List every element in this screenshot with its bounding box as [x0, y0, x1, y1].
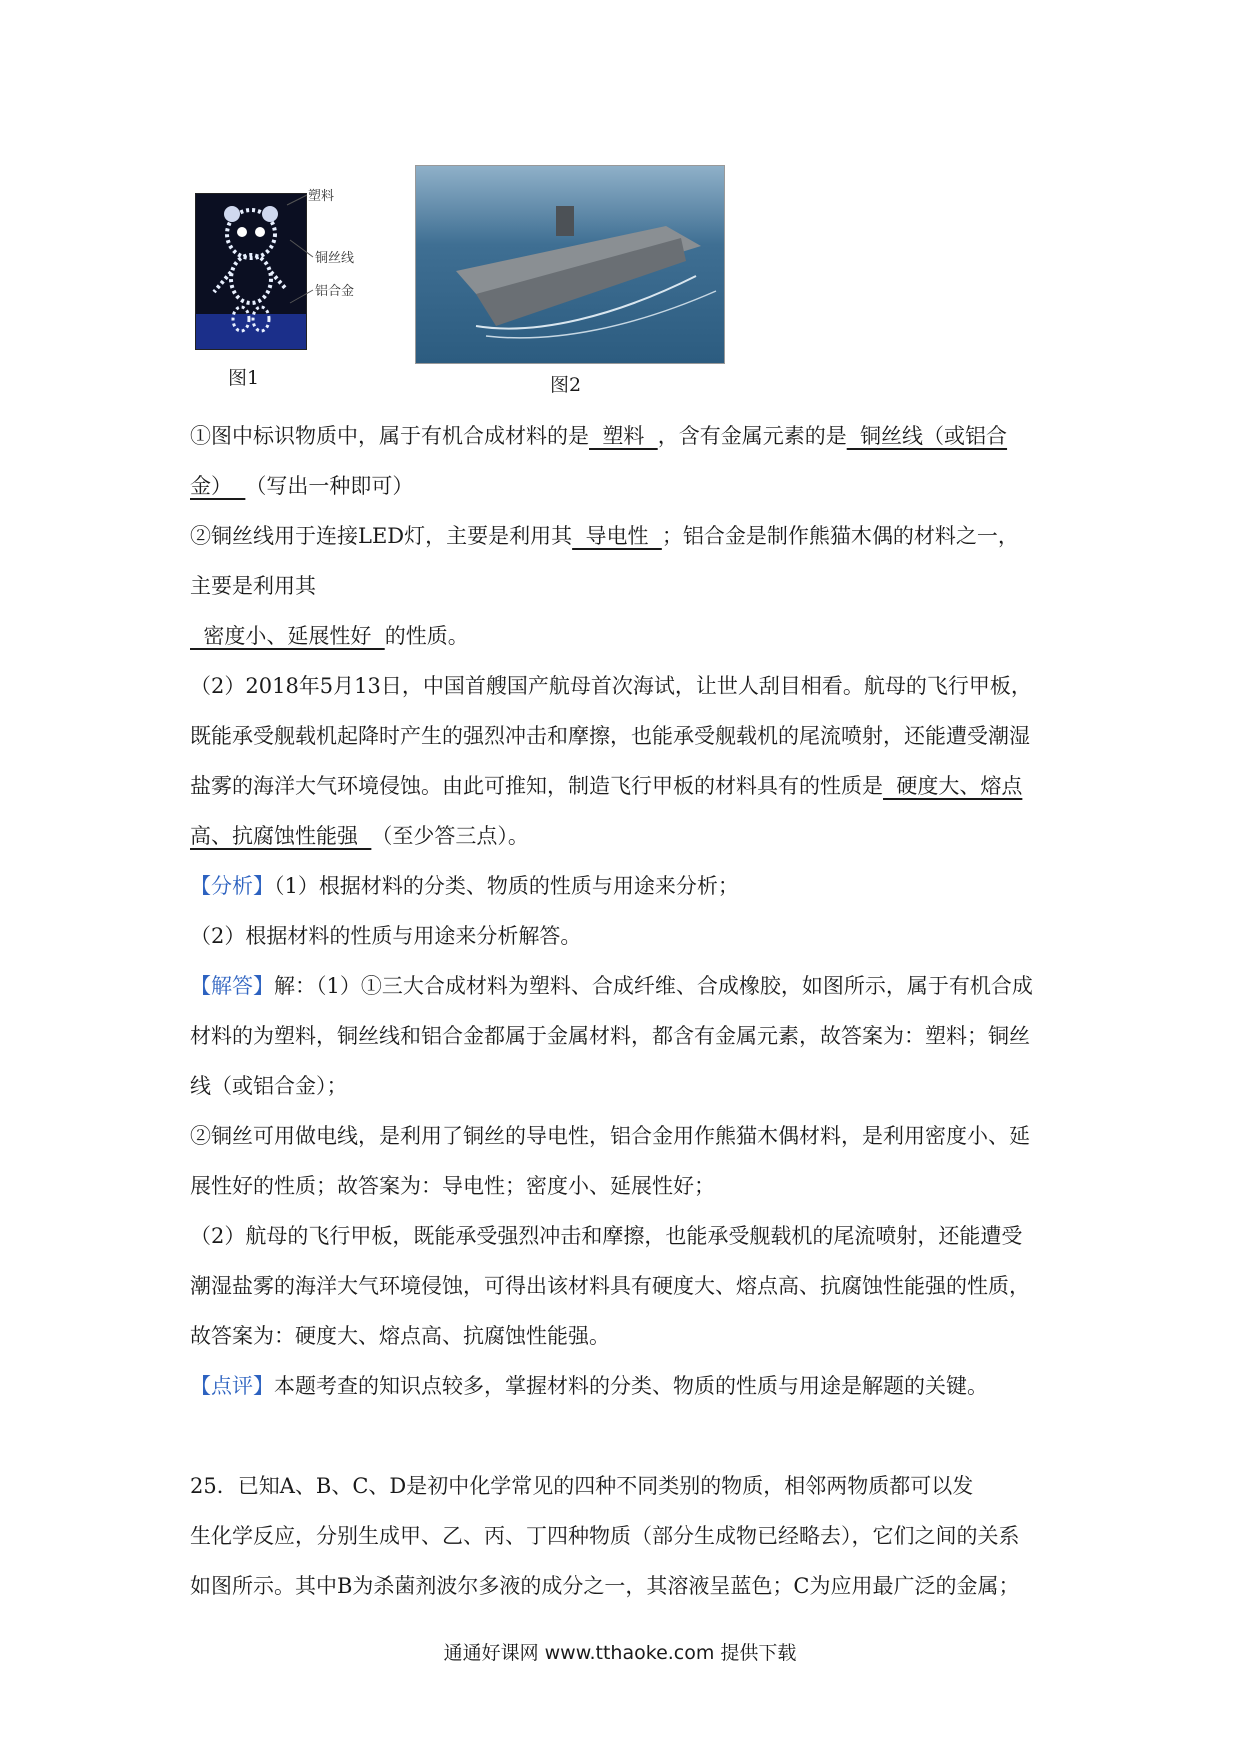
q25-line2: 生化学反应，分别生成甲、乙、丙、丁四种物质（部分生成物已经略去），它们之间的关系 — [190, 1524, 1020, 1548]
q1-part1-line2 — [190, 470, 413, 500]
aircraft-carrier-image — [415, 165, 725, 364]
answer-line7: 潮湿盐雾的海洋大气环境侵蚀，可得出该材料具有硬度大、熔点高、抗腐蚀性能强的性质， — [190, 1274, 1030, 1298]
figures-area — [190, 165, 730, 405]
label-copper-wire: 铜丝线 — [315, 251, 355, 266]
text: （1）根据材料的分类、物质的性质与用途来分析； — [274, 874, 739, 898]
q2-line1: （2）2018年5月13日，中国首艘国产航母首次海试，让世人刮目相看。航母的飞行甲板， — [190, 674, 1032, 698]
q1-part1-line1 — [190, 420, 1007, 450]
q1-part2-line3 — [190, 620, 469, 650]
analysis-line1 — [190, 870, 739, 900]
answer-line6: （2）航母的飞行甲板，既能承受强烈冲击和摩擦，也能承受舰载机的尾流喷射，还能遭受 — [190, 1224, 1023, 1248]
q25-line1: 25．已知A、B、C、D是初中化学常见的四种不同类别的物质，相邻两物质都可以发 — [190, 1474, 974, 1498]
q2-line3 — [190, 770, 1022, 800]
text: ；铝合金是制作熊猫木偶的材料之一， — [661, 524, 1019, 548]
q1-part2-line2 — [190, 570, 316, 600]
answer-line8: 故答案为：硬度大、熔点高、抗腐蚀性能强。 — [190, 1324, 610, 1348]
label-aluminum-alloy: 铝合金 — [315, 284, 355, 299]
answer-line3: 线（或铝合金）； — [190, 1074, 348, 1098]
figure1-leader-lines — [285, 185, 425, 345]
answer-blank-plastic: 塑料 — [589, 424, 658, 448]
answer-blank-metal: 铜丝线（或铝合 — [846, 424, 1008, 448]
q1-part2-line1 — [190, 520, 1019, 550]
answer-blank-properties: 密度小、延展性好 — [190, 624, 385, 648]
answer-blank-deck: 硬度大、熔点 — [883, 774, 1023, 798]
answer-line5: 展性好的性质；故答案为：导电性；密度小、延展性好； — [190, 1174, 715, 1198]
answer-line4: ②铜丝可用做电线，是利用了铜丝的导电性，铝合金用作熊猫木偶材料，是利用密度小、延 — [190, 1124, 1030, 1148]
text: ①图中标识物质中，属于有机合成材料的是 — [190, 424, 589, 448]
answer-blank-metal-cont: 金） — [190, 474, 246, 498]
text: ，含有金属元素的是 — [657, 424, 847, 448]
carrier-illustration — [416, 166, 724, 363]
text: （写出一种即可） — [245, 474, 414, 498]
q25-line3: 如图所示。其中B为杀菌剂波尔多液的成分之一，其溶液呈蓝色；C为应用最广泛的金属； — [190, 1574, 1020, 1598]
label-plastic: 塑料 — [308, 189, 335, 204]
text: （至少答三点）。 — [371, 824, 529, 848]
text: 解：（1）①三大合成材料为塑料、合成纤维、合成橡胶，如图所示，属于有机合成 — [274, 974, 1033, 998]
text: 盐雾的海洋大气环境侵蚀。由此可推知，制造飞行甲板的材料具有的性质是 — [190, 774, 883, 798]
text: ②铜丝线用于连接LED灯，主要是利用其 — [190, 524, 573, 548]
answer-line2: 材料的为塑料，铜丝线和铝合金都属于金属材料，都含有金属元素，故答案为：塑料；铜丝 — [190, 1024, 1030, 1048]
q2-line2: 既能承受舰载机起降时产生的强烈冲击和摩擦，也能承受舰载机的尾流喷射，还能遭受潮湿 — [190, 724, 1030, 748]
text: 主要是利用其 — [190, 574, 316, 598]
analysis-line2: （2）根据材料的性质与用途来分析解答。 — [190, 924, 582, 948]
answer-blank-conductivity: 导电性 — [572, 524, 662, 548]
answer-line1 — [190, 970, 1033, 1000]
answer-tag: 【解答】 — [190, 974, 274, 998]
figure1-caption: 图1 — [228, 367, 260, 389]
footer-download-note: 通通好课网 www.tthaoke.com 提供下载 — [443, 1642, 797, 1664]
text: 本题考查的知识点较多，掌握材料的分类、物质的性质与用途是解题的关键。 — [274, 1374, 988, 1398]
comment-line — [190, 1370, 988, 1400]
analysis-tag: 【分析】 — [190, 874, 274, 898]
answer-blank-deck-cont: 高、抗腐蚀性能强 — [190, 824, 372, 848]
text: 的性质。 — [384, 624, 469, 648]
comment-tag: 【点评】 — [190, 1374, 274, 1398]
figure2-caption: 图2 — [550, 374, 582, 396]
q2-line4 — [190, 820, 529, 850]
